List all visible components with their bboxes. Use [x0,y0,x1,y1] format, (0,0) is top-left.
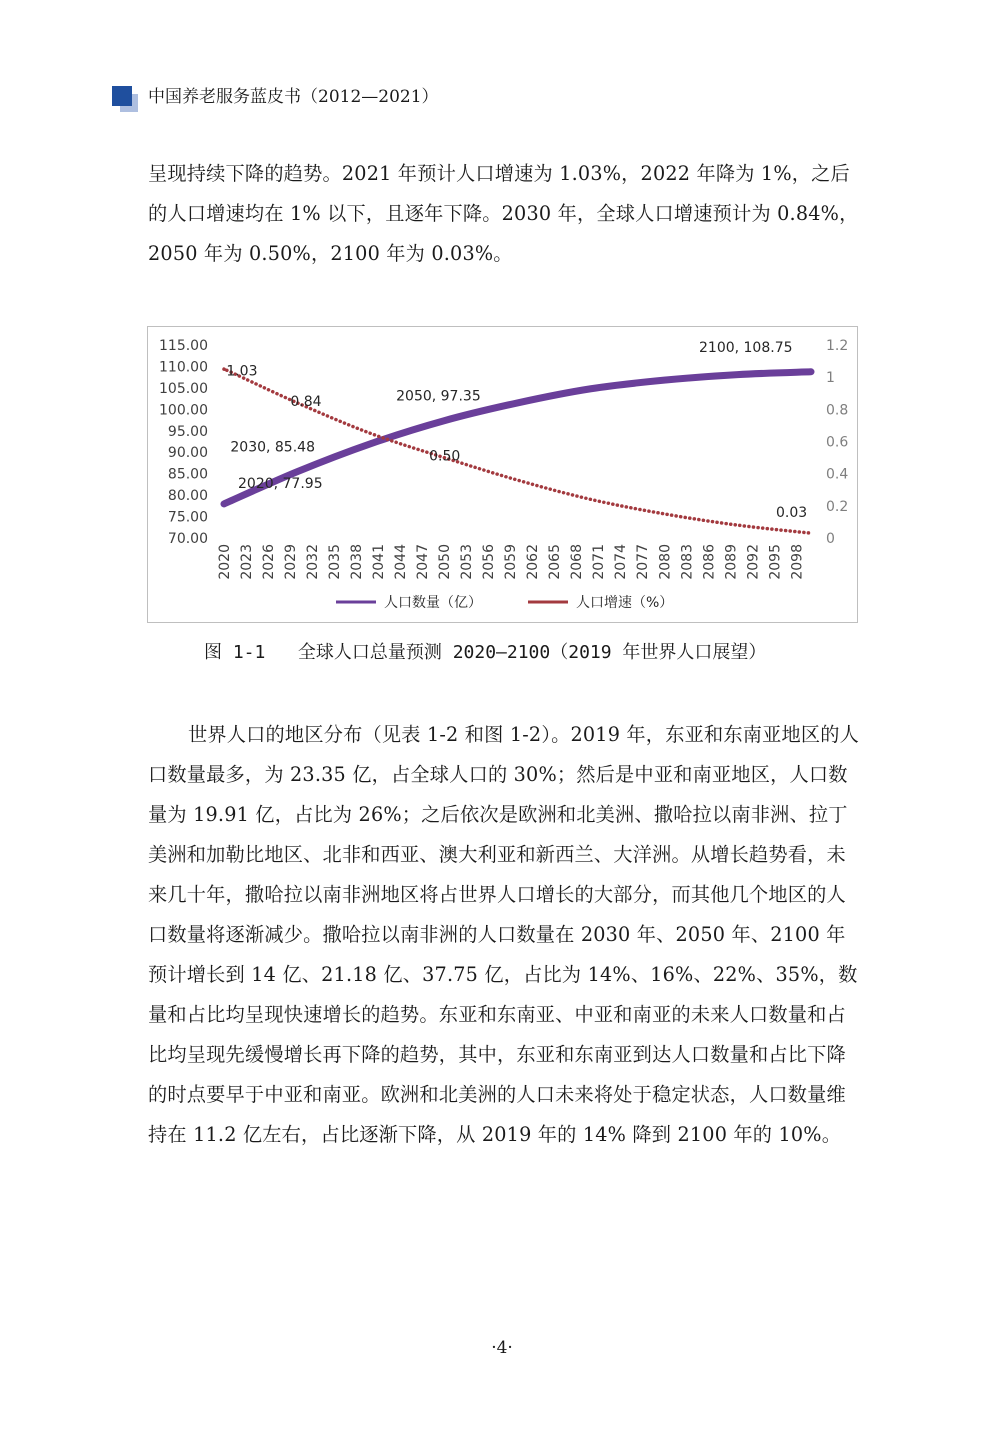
x-tick-label: 2050 [437,544,454,580]
x-tick-label: 2065 [547,544,564,580]
x-tick-label: 2062 [525,544,542,580]
x-tick-label: 2086 [701,544,718,580]
x-tick-label: 2026 [261,544,278,580]
x-tick-label: 2092 [745,544,762,580]
y-left-tick-label: 70.00 [167,531,208,547]
y-right-tick-label: 0.6 [826,434,849,451]
y-left-tick-label: 90.00 [167,445,208,462]
x-tick-label: 2056 [481,544,498,580]
y-left-tick-label: 80.00 [167,488,208,505]
x-tick-label: 2032 [305,544,322,580]
y-left-tick-label: 115.00 [159,338,208,354]
data-label: 0.50 [429,448,461,465]
x-tick-label: 2029 [283,544,300,580]
x-tick-label: 2080 [657,544,674,580]
data-label: 1.03 [226,363,258,380]
data-label: 2100, 108.75 [699,339,793,356]
y-left-tick-label: 110.00 [159,359,208,376]
data-label: 2050, 97.35 [396,388,481,405]
x-tick-label: 2059 [503,544,520,580]
y-right-tick-label: 0.4 [826,466,849,483]
x-tick-label: 2020 [217,544,233,580]
data-label: 2020, 77.95 [238,475,323,492]
population-chart [147,326,858,623]
legend-label-growth-rate: 人口增速（%） [576,595,674,611]
header-title: 中国养老服务蓝皮书（2012—2021） [148,87,439,107]
x-tick-label: 2068 [569,544,586,580]
x-tick-label: 2044 [393,544,410,580]
x-tick-label: 2095 [767,544,784,580]
paragraph-1: 呈现持续下降的趋势。2021 年预计人口增速为 1.03%，2022 年降为 1%，之后的人口增速均在 1% 以下，且逐年下降。2030 年，全球人口增速预计为 0.84%，2050 年为 0.50%，2100 年为 0.03%。 [148,162,859,265]
legend-label-population: 人口数量（亿） [384,595,482,611]
x-tick-label: 2035 [327,544,344,580]
y-right-tick-label: 0.8 [826,402,849,419]
figure-caption: 图 1-1 全球人口总量预测 2020—2100（2019 年世界人口展望） [204,642,767,663]
y-left-tick-label: 100.00 [159,402,208,419]
header-logo [112,86,132,106]
x-tick-label: 2074 [613,544,630,580]
y-left-tick-label: 95.00 [167,423,208,440]
y-right-tick-label: 0 [826,531,835,547]
x-tick-label: 2071 [591,544,608,580]
x-tick-label: 2038 [349,544,366,580]
y-left-tick-label: 75.00 [167,509,208,526]
data-label: 0.84 [290,393,322,410]
x-tick-label: 2053 [459,544,476,580]
chart-svg [148,327,857,622]
data-label: 0.03 [776,505,808,522]
x-tick-label: 2023 [239,544,256,580]
page-number: ·4· [491,1338,513,1358]
running-header [112,86,872,116]
y-right-tick-label: 0.2 [826,498,849,515]
x-tick-label: 2098 [789,544,806,580]
y-right-tick-label: 1.2 [826,338,849,354]
data-label: 2030, 85.48 [230,439,315,456]
x-tick-label: 2047 [415,544,432,580]
x-tick-label: 2041 [371,544,388,580]
y-left-tick-label: 85.00 [167,466,208,483]
paragraph-2: 世界人口的地区分布（见表 1-2 和图 1-2）。2019 年，东亚和东南亚地区的人口数量最多，为 23.35 亿，占全球人口的 30%；然后是中亚和南亚地区，人口数量为 19.91 亿，占比为 26%；之后依次是欧洲和北美洲、撒哈拉以南非洲、拉丁美洲和加勒比地区、北非和西亚、澳大利亚和新西兰、大洋洲。从增长趋势看，未来几十年，撒哈拉以南非洲地区将占世界人口增长的大部分，而其他几个地区的人口数量将逐渐减少。撒哈拉以南非洲的人口数量在 2030 年、2050 年、2100 年预计增长到 14 亿、21.18 亿、37.75 亿，占比为 14%、16%、22%、35%，数量和占比均呈现快速增长的趋势。东亚和东南亚、中亚和南亚的未来人口数量和占比均呈现先缓慢增长再下降的趋势，其中，东亚和东南亚到达人口数量和占比下降的时点要早于中亚和南亚。欧洲和北美洲的人口未来将处于稳定状态，人口数量维持在 11.2 亿左右，占比逐渐下降，从 2019 年的 14% 降到 2100 年的 10%。 [148,723,860,1146]
y-right-tick-label: 1 [826,370,835,387]
x-tick-label: 2083 [679,544,696,580]
x-tick-label: 2077 [635,544,652,580]
y-left-tick-label: 105.00 [159,380,208,397]
x-tick-label: 2089 [723,544,740,580]
